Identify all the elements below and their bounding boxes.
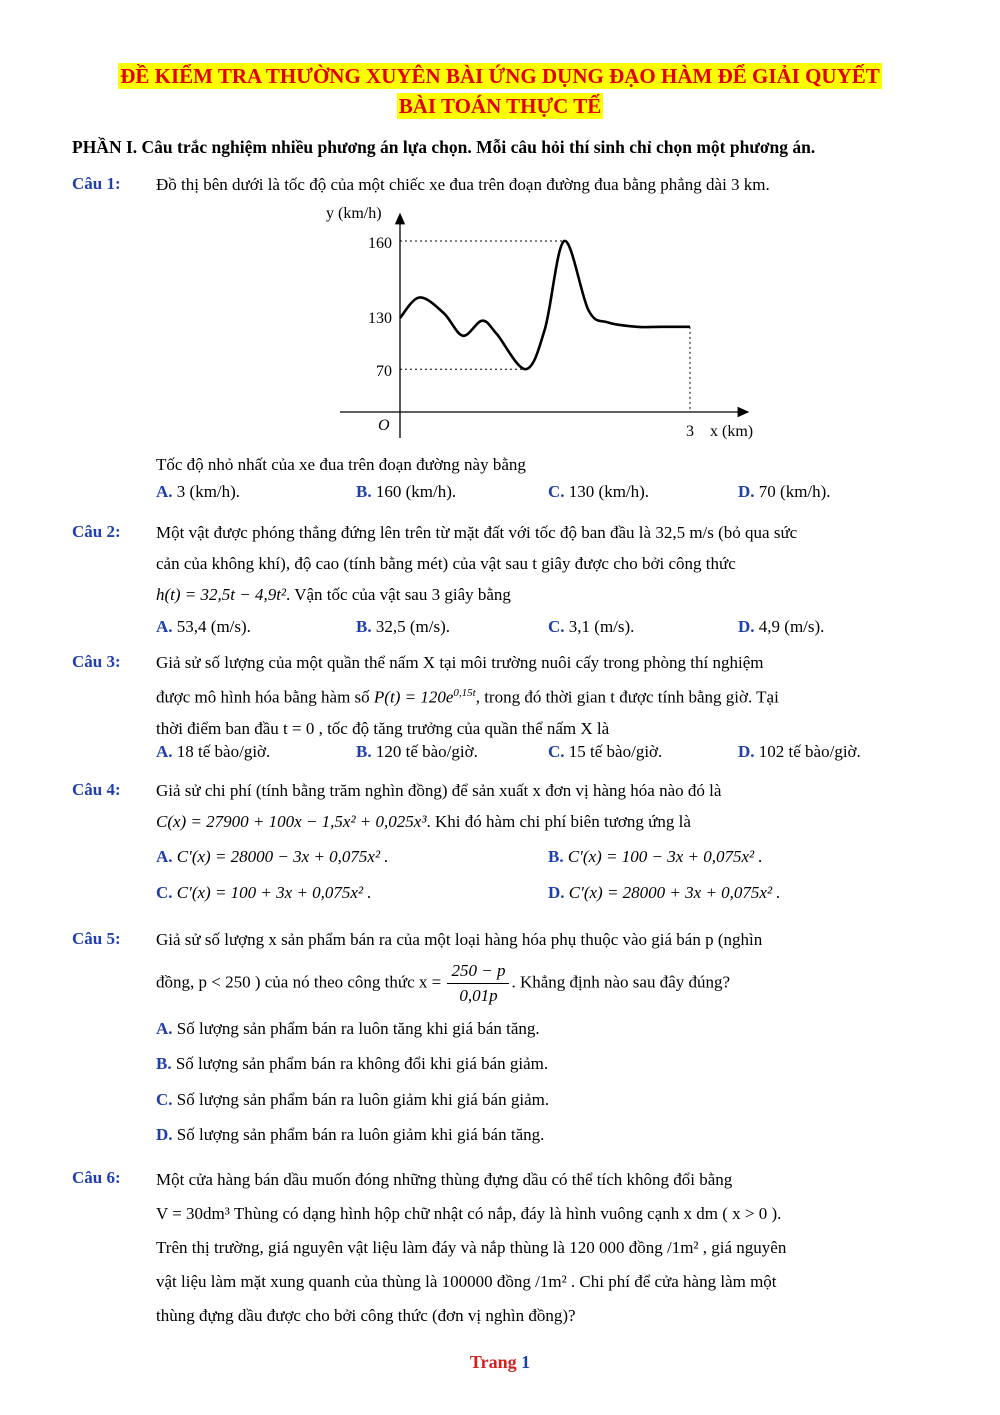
q4-option-a[interactable]: A. C′(x) = 28000 − 3x + 0,075x² .: [156, 847, 389, 866]
x-axis-label: x (km): [710, 423, 754, 440]
question-5-label: Câu 5:: [72, 929, 121, 948]
q1-option-d[interactable]: D. 70 (km/h).: [738, 482, 831, 501]
q2-formula: h(t) = 32,5t − 4,9t²: [156, 585, 287, 604]
x-tick-3: 3: [686, 423, 694, 440]
speed-chart: [300, 198, 770, 448]
q1-option-c[interactable]: C. 130 (km/h).: [548, 482, 650, 501]
q4-formula: C(x) = 27900 + 100x − 1,5x² + 0,025x³: [156, 812, 427, 831]
q4-option-b[interactable]: B. C′(x) = 100 − 3x + 0,075x² .: [548, 847, 763, 866]
q1-option-a[interactable]: A. 3 (km/h).: [156, 482, 241, 501]
q2-option-a[interactable]: A. 53,4 (m/s).: [156, 617, 251, 636]
part-heading: PHẦN I. Câu trắc nghiệm nhiều phương án lựa chọn. Mỗi câu hỏi thí sinh chỉ chọn một phương án.: [72, 137, 816, 157]
q3-option-b[interactable]: B. 120 tế bào/giờ.: [356, 742, 478, 761]
q5-option-a[interactable]: A. Số lượng sản phẩm bán ra luôn tăng khi giá bán tăng.: [156, 1019, 540, 1038]
speed-curve: [400, 241, 690, 369]
q4-option-c[interactable]: C. C′(x) = 100 + 3x + 0,075x² .: [156, 883, 372, 902]
q4-option-d[interactable]: D. C′(x) = 28000 + 3x + 0,075x² .: [548, 883, 781, 902]
q5-option-c[interactable]: C. Số lượng sản phẩm bán ra luôn giảm khi giá bán giảm.: [156, 1090, 550, 1109]
q5-option-d[interactable]: D. Số lượng sản phẩm bán ra luôn giảm khi giá bán tăng.: [156, 1125, 545, 1144]
q2-option-b[interactable]: B. 32,5 (m/s).: [356, 617, 450, 636]
title-line-1: ĐỀ KIỂM TRA THƯỜNG XUYÊN BÀI ỨNG DỤNG ĐẠO HÀM ĐỂ GIẢI QUYẾT: [120, 64, 880, 88]
q2-option-c[interactable]: C. 3,1 (m/s).: [548, 617, 635, 636]
q3-option-c[interactable]: C. 15 tế bào/giờ.: [548, 742, 663, 761]
title-line-2: BÀI TOÁN THỰC TẾ: [398, 94, 602, 118]
page-footer: [0, 1352, 1000, 1373]
question-1-text: Đồ thị bên dưới là tốc độ của một chiếc xe đua trên đoạn đường đua bằng phẳng dài 3 km.: [156, 175, 770, 194]
y-axis-label: y (km/h): [326, 205, 382, 222]
q3-option-a[interactable]: A. 18 tế bào/giờ.: [156, 742, 271, 761]
y-tick-70: 70: [376, 363, 392, 380]
q5-fraction: $\frac{250 - p}{0,01p}$: [447, 959, 509, 1008]
footer-page-number: 1: [521, 1352, 531, 1372]
question-3-label: Câu 3:: [72, 652, 121, 671]
q3-formula: P(t) = 120e: [373, 687, 454, 707]
y-tick-160: 160: [368, 235, 392, 252]
q2-option-d[interactable]: D. 4,9 (m/s).: [738, 617, 825, 636]
question-2-text: Một vật được phóng thẳng đứng lên trên từ mặt đất với tốc độ ban đầu là 32,5 m/s (bỏ qua sức cản của không khí), độ cao (tính bằng mét) của vật sau t giây được cho bởi công thức h(t) = 32,5t − 4,9t². Vận tốc của vật sau 3 giây bằng: [156, 523, 798, 604]
y-tick-130: 130: [368, 310, 392, 327]
question-1-label: Câu 1:: [72, 174, 121, 193]
question-5-text: Giả sử số lượng x sản phẩm bán ra của một loại hàng hóa phụ thuộc vào giá bán p (nghìn đồng, p < 250 ) của nó theo công thức x = $\frac{250 - p}{0,01p}$ . Khẳng định nào sau đây đúng?: [156, 924, 928, 1008]
q1-option-b[interactable]: B. 160 (km/h).: [356, 482, 457, 501]
q3-option-d[interactable]: D. 102 tế bào/giờ.: [738, 742, 861, 761]
origin-label: O: [378, 417, 390, 434]
question-6-text: Một cửa hàng bán dầu muốn đóng những thùng đựng dầu có thể tích không đổi bằng V = 30dm³ Thùng có dạng hình hộp chữ nhật có nắp, đáy là hình vuông cạnh x dm ( x > 0 ). Trên thị trường, giá nguyên vật liệu làm đáy và nắp thùng là 120 000 đồng /1m² , giá nguyên vật liệu làm mặt xung quanh của thùng là 100000 đồng /1m² . Chi phí để cửa hàng làm một thùng đựng dầu được cho bởi công thức (đơn vị nghìn đồng)?: [156, 1170, 787, 1325]
question-1-prompt: Tốc độ nhỏ nhất của xe đua trên đoạn đường này bằng: [156, 455, 526, 474]
question-3-text: Giả sử số lượng của một quần thể nấm X tại môi trường nuôi cấy trong phòng thí nghiệm được mô hình hóa bằng hàm số $P(t) = 120e^{0,15t}$, trong đó thời gian t được tính bằng giờ. Tại thời điểm ban đầu t = 0 , tốc độ tăng trưởng của quần thể nấm X là: [156, 653, 779, 738]
question-6-label: Câu 6:: [72, 1168, 121, 1187]
question-2-label: Câu 2:: [72, 522, 121, 541]
q5-option-b[interactable]: B. Số lượng sản phẩm bán ra không đổi khi giá bán giảm.: [156, 1054, 549, 1073]
footer-word: Trang: [469, 1352, 517, 1372]
document-title: [70, 62, 930, 122]
question-4-label: Câu 4:: [72, 780, 121, 799]
question-4-text: Giả sử chi phí (tính bằng trăm nghìn đồng) để sản xuất x đơn vị hàng hóa nào đó là C(x) = 27900 + 100x − 1,5x² + 0,025x³. Khi đó hàm chi phí biên tương ứng là: [156, 781, 722, 831]
